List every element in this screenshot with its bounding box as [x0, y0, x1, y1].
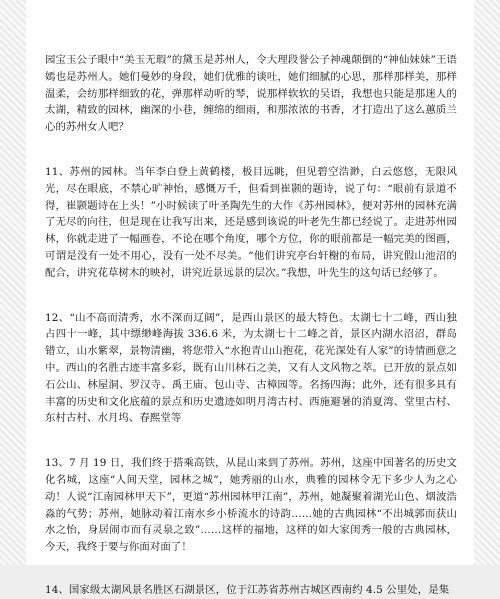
document-body — [45, 52, 457, 599]
paragraph-11-suzhou-gardens: 11、苏州的园林。当年李白登上黄鹤楼，极目远眺，但见碧空浩渺，白云悠悠，无限风光，尽在眼底，不禁心旷神怡，感慨万千，但看到崔颢的题诗，说了句：“眼前有景道不得，崔颢题诗在上头！”小时候读了叶圣陶先生的大作《苏州园林》，便对苏州的园林充满了无尽的向往，但是现在让我写出来，还是感到该说的叶老先生都已经说了。走进苏州园林，你就走进了一幅画卷，不论在哪个角度，哪个方位，你的眼前都是一幅完美的图画，可谓是没有一处不用心，没有一处不尽美。“他们讲究亭台轩榭的布局，讲究假山池沼的配合，讲究花草树木的映衬，讲究近景远景的层次。”我想，叶先生的这句话已经够了。 — [45, 165, 457, 279]
paragraph-12-xishan: 12、“山不高而清秀，水不深而辽阔”，是西山景区的最大特色。太湖七十二峰，西山独占四十一峰，其中缥缈峰海拔 336.6 米，为太湖七十二峰之首，景区内湖水沼沼，群岛错立，山水紫翠，景物清幽，将您带入“水抱青山山抱花，花光深处有人家”的诗情画意之中。西山的名胜古迹丰富多彩，既有山川林石之美，又有人文风物之萃。已开放的景点如石公山、林屋洞、罗汉寺、禹王庙、包山寺、古樟园等。名扬四海；此外，还有很多具有丰富的历史和文化底蕴的景点和历史遗迹如明月湾古村、西施避暑的消夏湾、堂里古村、东村古村、水月坞、春熙堂等 — [45, 311, 457, 425]
right-margin-pattern — [474, 0, 500, 565]
paragraph-intro: 园宝玉公子眼中“美玉无瑕”的黛玉是苏州人，令大理段誉公子神魂颠倒的“神仙妹妹”王语嫣也是苏州人。她们曼妙的身段，她们优雅的谈吐，她们细腻的心思，那样那样美，那样温柔，会纺那样细致的花，弹那样动听的琴，说那样软软的吴语，我想也只能是那迷人的太湖，精致的园林，幽深的小巷，缠绵的细雨，和那浓浓的书香，才打造出了这么蕙质兰心的苏州女人吧？ — [45, 54, 457, 134]
paragraph-13-arrival: 13、7 月 19 日，我们终于搭乘高铁，从昆山来到了苏州。苏州，这座中国著名的历史文化名城，这座“人间天堂，园林之城”，她秀丽的山水，典雅的园林令无下多少人为之心动！人说“江南园林甲天下”，更道“苏州园林甲江南”，苏州，她凝聚着湖光山色、烟波浩淼的气势；苏州，她脉动着江南水乡小桥流水的诗韵……她的古典园林“不出城郭而获山水之怡，身居闹市而有灵泉之致”……这样的福地，这样的如大家闺秀一般的古典园林，今天，我终于要与你面对面了！ — [45, 457, 457, 554]
left-margin-pattern — [0, 0, 26, 565]
paragraph-14-shihu: 14、国家级太湖风景名胜区石湖景区，位于江苏省苏州古城区西南约 4.5 公里处，是集 — [45, 583, 450, 596]
